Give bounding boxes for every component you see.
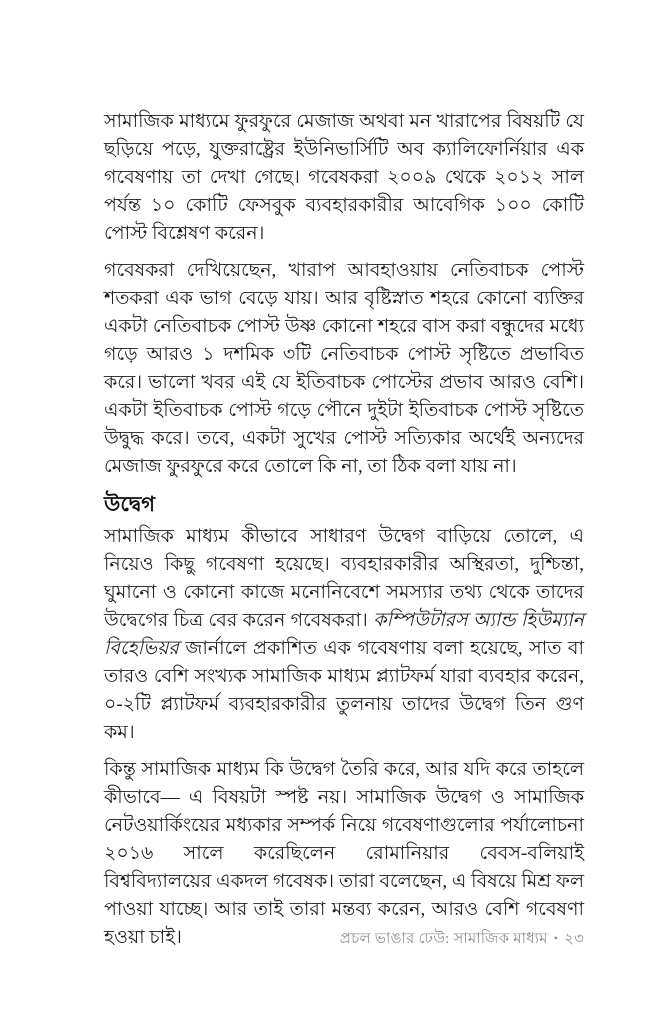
text-block (104, 108, 584, 961)
running-title: প্রচল ভাঙার ঢেউ: সামাজিক মাধ্যম (339, 931, 548, 947)
paragraph-mixed-findings: কিন্তু সামাজিক মাধ্যম কি উদ্বেগ তৈরি করে, আর যদি করে তাহলে কীভাবে— এ বিষয়টা স্পষ্ট নয়। সামাজিক উদ্বেগ ও সামাজিক নেটওয়ার্কিংয়ের মধ্যকার সম্পর্ক নিয়ে গবেষণাগুলোর পর্যালোচনা ২০১৬ সালে করেছিলেন রোমানিয়ার বেবস-বলিয়াই বিশ্ববিদ্যালয়ের একদল গবেষক। তারা বলেছেন, এ বিষয়ে মিশ্র ফল পাওয়া যাচ্ছে। আর তাই তারা মন্তব্য করেন, আরও বেশি গবেষণা হওয়া চাই। (104, 759, 584, 948)
paragraph-anxiety-research (104, 523, 584, 747)
section-heading-anxiety: উদ্বেগ (104, 492, 156, 516)
paragraph-negative-positive-posts: গবেষকরা দেখিয়েছেন, খারাপ আবহাওয়ায় নেতিবাচক পোস্ট শতকরা এক ভাগ বেড়ে যায়। আর বৃষ্টিস্নাত শহরে কোনো ব্যক্তির একটা নেতিবাচক পোস্ট উষ্ণ কোনো শহরে বাস করা বন্ধুদের মধ্যে গড়ে আরও ১ দশমিক ৩টি নেতিবাচক পোস্ট সৃষ্টিতে প্রভাবিত করে। ভালো খবর এই যে ইতিবাচক পোস্টের প্রভাব আরও বেশি। একটা ইতিবাচক পোস্ট গড়ে পৌনে দুইটা ইতিবাচক পোস্ট সৃষ্টিতে উদ্বুদ্ধ করে। তবে, একটা সুখের পোস্ট সত্যিকার অর্থেই অন্যদের মেজাজ ফুরফুরে করে তোলে কি না, তা ঠিক বলা যায় না। (104, 260, 584, 477)
paragraph-facebook-study: সামাজিক মাধ্যমে ফুরফুরে মেজাজ অথবা মন খারাপের বিষয়টি যে ছড়িয়ে পড়ে, যুক্তরাষ্ট্রের ইউনিভার্সিটি অব ক্যালিফোর্নিয়ার এক গবেষণায় তা দেখা গেছে। গবেষকরা ২০০৯ থেকে ২০১২ সাল পর্যন্ত ১০ কোটি ফেসবুক ব্যবহারকারীর আবেগিক ১০০ কোটি পোস্ট বিশ্লেষণ করেন। (104, 111, 584, 244)
page-number: ২৩ (564, 931, 584, 947)
bullet-separator-icon: • (553, 931, 559, 945)
paragraph-anxiety-trail-text: জার্নালে প্রকাশিত এক গবেষণায় বলা হয়েছে, সাত বা তারও বেশি সংখ্যক সামাজিক মাধ্যম প্ল্যাটফর্ম যারা ব্যবহার করেন, ০-২টি প্ল্যাটফর্ম ব্যবহারকারীর তুলনায় তাদের উদ্বেগ তিন গুণ কম। (104, 638, 584, 743)
journal-name-italic: কম্পিউটারস অ্যান্ড হিউম্যান বিহেভিয়র (104, 610, 584, 659)
paragraph-anxiety-lead-text: সামাজিক মাধ্যম কীভাবে সাধারণ উদ্বেগ বাড়িয়ে তোলে, এ নিয়েও কিছু গবেষণা হয়েছে। ব্যবহারকারীর অস্থিরতা, দুশ্চিন্তা, ঘুমানো ও কোনো কাজে মনোনিবেশে সমস্যার তথ্য থেকে তাদের উদ্বেগের চিত্র বের করেন গবেষকরা। (104, 526, 584, 631)
page-footer (104, 928, 584, 950)
